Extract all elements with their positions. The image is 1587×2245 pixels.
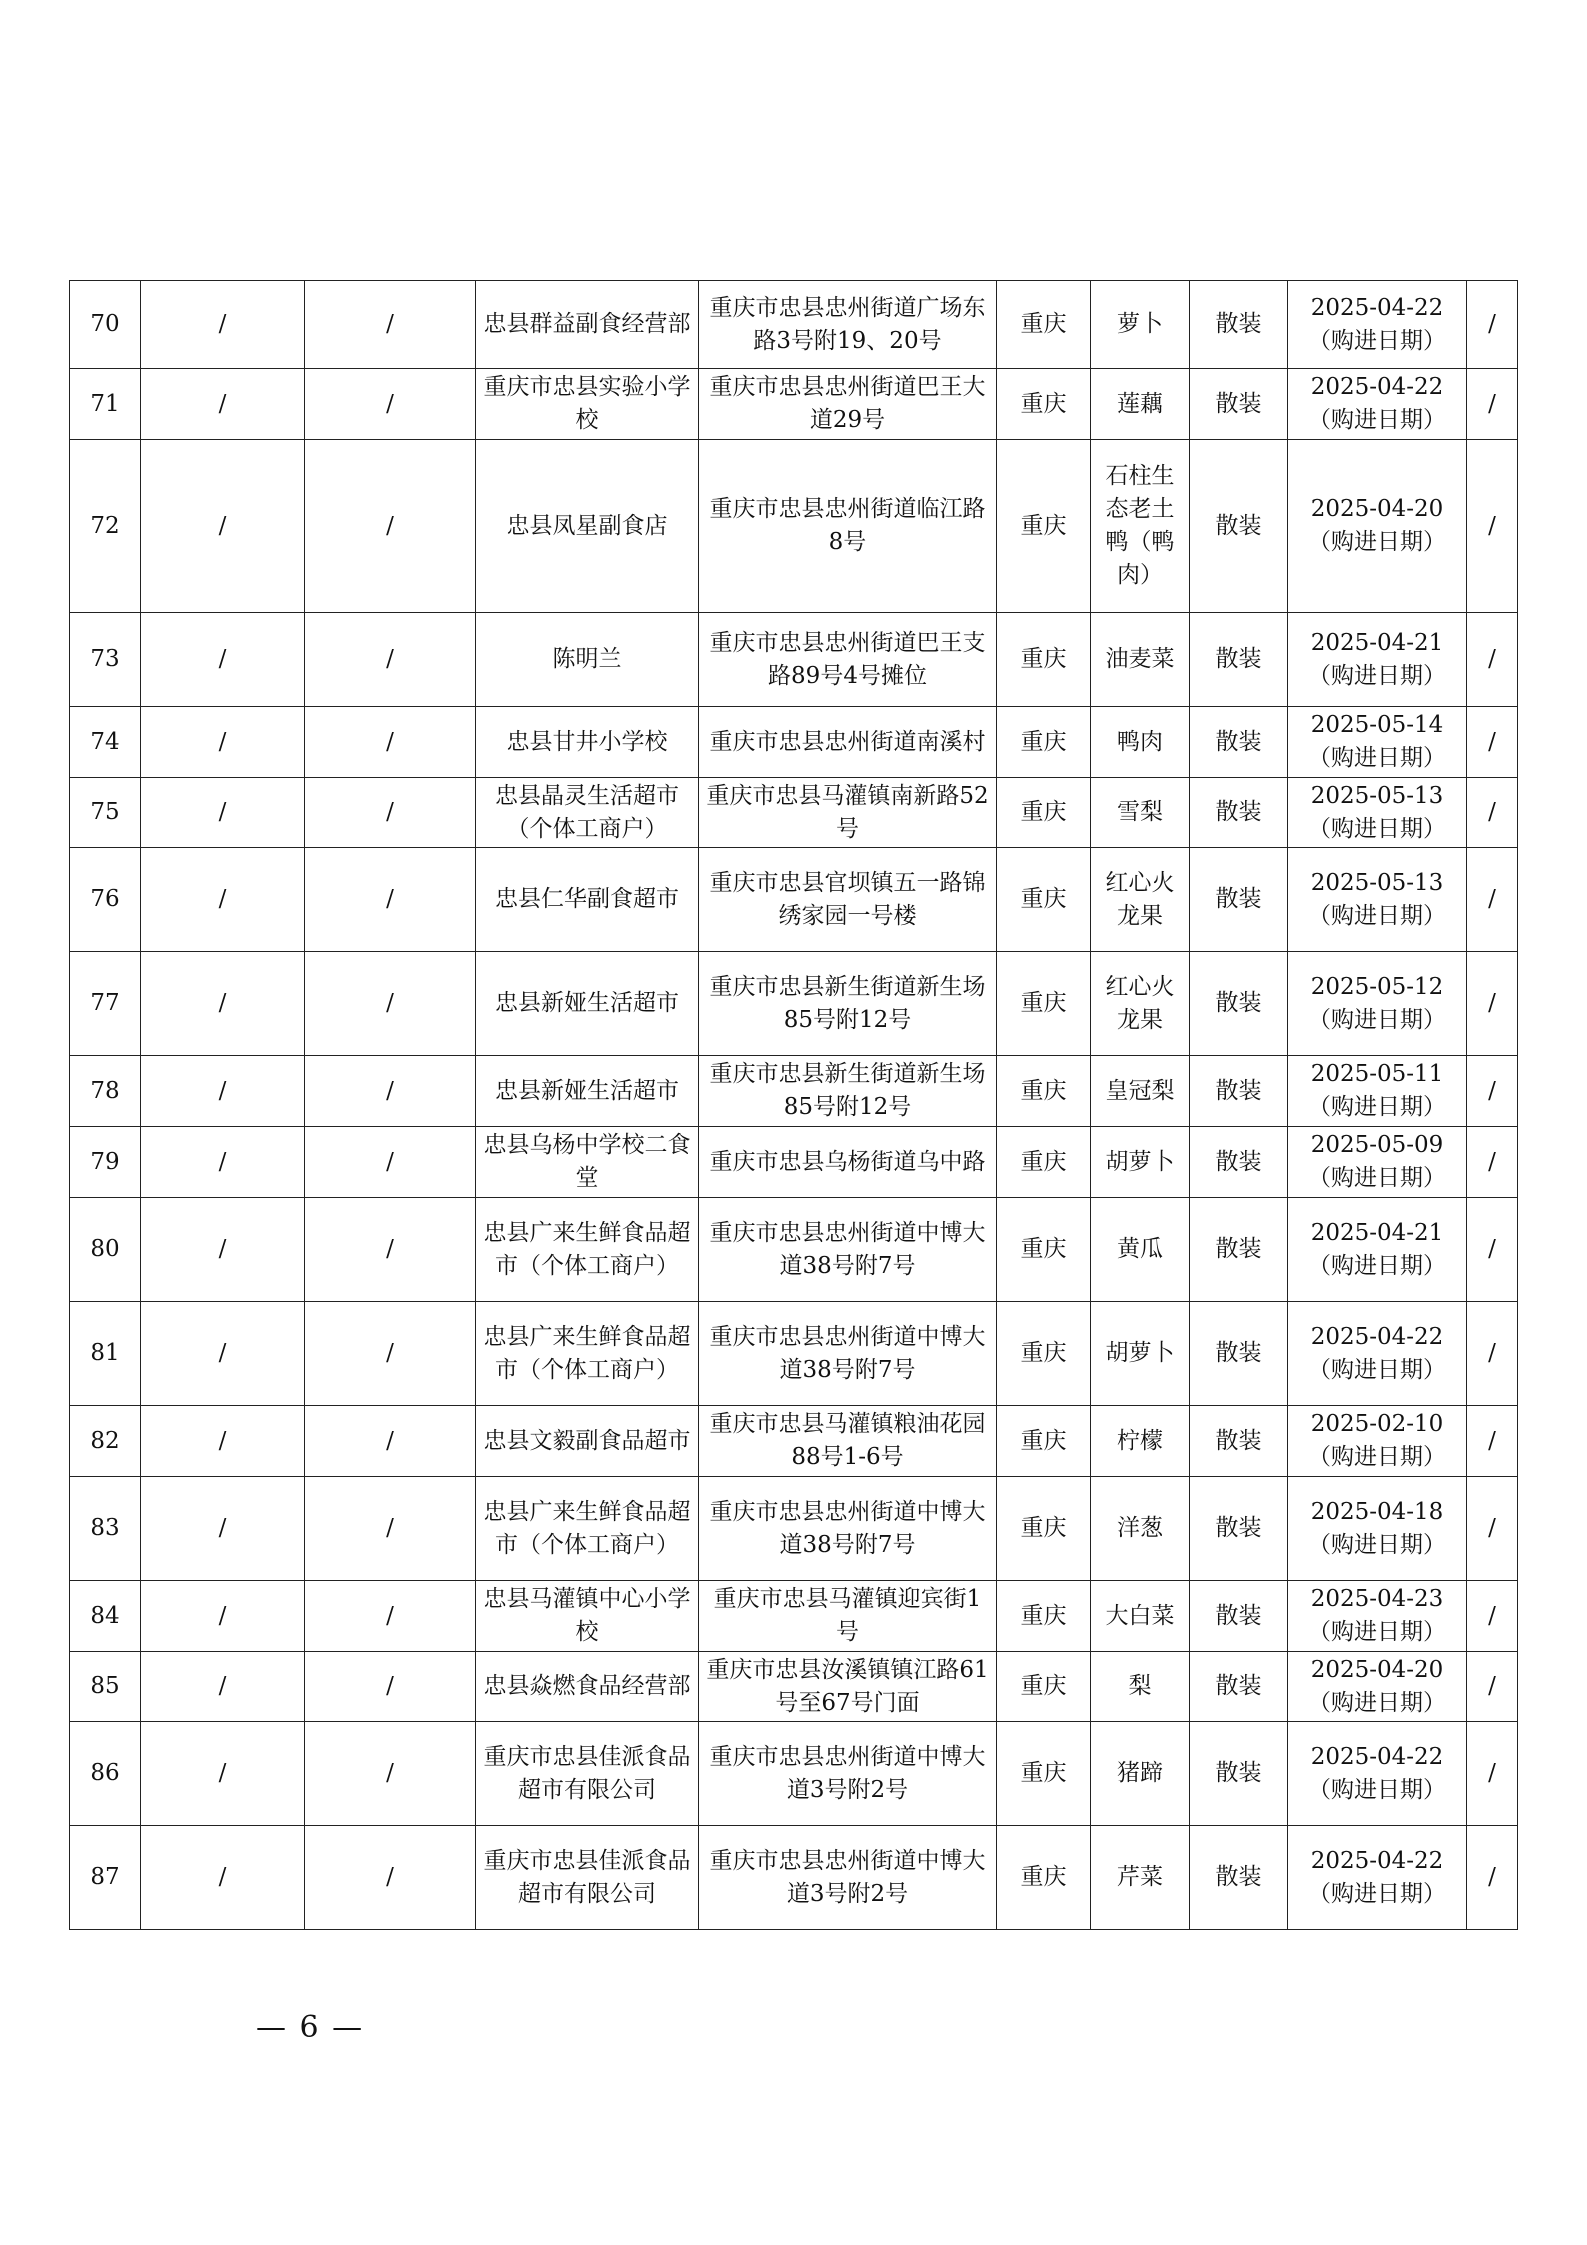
cell-no: 74 [70,707,141,778]
cell-address: 重庆市忠县忠州街道巴王支路89号4号摊位 [699,613,997,707]
cell-blank-2: / [305,1477,476,1581]
cell-spec: 散装 [1190,369,1288,440]
cell-blank-1: / [141,613,305,707]
cell-vendor-name: 忠县群益副食经营部 [476,281,699,369]
cell-spec: 散装 [1190,281,1288,369]
cell-last: / [1467,778,1518,848]
cell-last: / [1467,1302,1518,1406]
cell-blank-2: / [305,952,476,1056]
cell-address: 重庆市忠县忠州街道广场东路3号附19、20号 [699,281,997,369]
cell-region: 重庆 [997,1722,1091,1826]
cell-spec: 散装 [1190,1056,1288,1127]
cell-address: 重庆市忠县忠州街道中博大道3号附2号 [699,1722,997,1826]
cell-sample-name: 梨 [1091,1652,1190,1722]
cell-date: 2025-05-11（购进日期） [1288,1056,1467,1127]
cell-no: 76 [70,848,141,952]
cell-sample-name: 猪蹄 [1091,1722,1190,1826]
cell-address: 重庆市忠县新生街道新生场85号附12号 [699,952,997,1056]
cell-vendor-name: 忠县广来生鲜食品超市（个体工商户） [476,1302,699,1406]
cell-address: 重庆市忠县忠州街道临江路8号 [699,440,997,613]
cell-sample-name: 红心火龙果 [1091,848,1190,952]
inspection-results-table [69,280,1518,1930]
cell-last: / [1467,281,1518,369]
cell-no: 86 [70,1722,141,1826]
table-row [70,440,1518,613]
cell-last: / [1467,1406,1518,1477]
cell-region: 重庆 [997,707,1091,778]
cell-region: 重庆 [997,848,1091,952]
cell-spec: 散装 [1190,1477,1288,1581]
cell-date: 2025-04-23（购进日期） [1288,1581,1467,1652]
cell-region: 重庆 [997,1302,1091,1406]
cell-no: 83 [70,1477,141,1581]
cell-blank-2: / [305,281,476,369]
cell-region: 重庆 [997,440,1091,613]
cell-address: 重庆市忠县乌杨街道乌中路 [699,1127,997,1198]
cell-vendor-name: 忠县新娅生活超市 [476,952,699,1056]
cell-vendor-name: 忠县仁华副食超市 [476,848,699,952]
table-row [70,1406,1518,1477]
cell-vendor-name: 忠县乌杨中学校二食堂 [476,1127,699,1198]
cell-sample-name: 洋葱 [1091,1477,1190,1581]
cell-sample-name: 石柱生态老土鸭（鸭肉） [1091,440,1190,613]
cell-date: 2025-04-20（购进日期） [1288,440,1467,613]
cell-blank-1: / [141,1406,305,1477]
cell-spec: 散装 [1190,613,1288,707]
cell-sample-name: 萝卜 [1091,281,1190,369]
cell-blank-1: / [141,281,305,369]
page-number: — 6 — [256,2010,365,2045]
cell-last: / [1467,1056,1518,1127]
cell-last: / [1467,707,1518,778]
cell-sample-name: 皇冠梨 [1091,1056,1190,1127]
table-row [70,952,1518,1056]
table-row [70,613,1518,707]
table-row [70,1652,1518,1722]
cell-blank-2: / [305,707,476,778]
cell-region: 重庆 [997,1127,1091,1198]
cell-sample-name: 大白菜 [1091,1581,1190,1652]
cell-sample-name: 胡萝卜 [1091,1127,1190,1198]
cell-blank-2: / [305,848,476,952]
cell-no: 72 [70,440,141,613]
table-row [70,778,1518,848]
cell-spec: 散装 [1190,952,1288,1056]
cell-blank-2: / [305,1581,476,1652]
cell-last: / [1467,1581,1518,1652]
cell-date: 2025-04-22（购进日期） [1288,1302,1467,1406]
cell-region: 重庆 [997,1826,1091,1930]
cell-spec: 散装 [1190,1127,1288,1198]
table-row [70,281,1518,369]
table-row [70,848,1518,952]
cell-blank-1: / [141,369,305,440]
cell-region: 重庆 [997,1581,1091,1652]
cell-no: 85 [70,1652,141,1722]
cell-region: 重庆 [997,1477,1091,1581]
cell-blank-2: / [305,1406,476,1477]
cell-blank-1: / [141,1302,305,1406]
cell-date: 2025-04-22（购进日期） [1288,369,1467,440]
cell-address: 重庆市忠县汝溪镇镇江路61号至67号门面 [699,1652,997,1722]
cell-vendor-name: 重庆市忠县实验小学校 [476,369,699,440]
cell-address: 重庆市忠县马灌镇粮油花园88号1-6号 [699,1406,997,1477]
cell-vendor-name: 忠县凤星副食店 [476,440,699,613]
cell-vendor-name: 忠县文毅副食品超市 [476,1406,699,1477]
cell-blank-2: / [305,1652,476,1722]
cell-no: 73 [70,613,141,707]
cell-no: 81 [70,1302,141,1406]
cell-region: 重庆 [997,1198,1091,1302]
cell-date: 2025-04-22（购进日期） [1288,281,1467,369]
cell-no: 84 [70,1581,141,1652]
cell-blank-2: / [305,1826,476,1930]
cell-spec: 散装 [1190,1406,1288,1477]
cell-spec: 散装 [1190,1302,1288,1406]
cell-sample-name: 芹菜 [1091,1826,1190,1930]
cell-address: 重庆市忠县忠州街道巴王大道29号 [699,369,997,440]
cell-blank-2: / [305,1127,476,1198]
cell-date: 2025-05-14（购进日期） [1288,707,1467,778]
cell-no: 75 [70,778,141,848]
cell-no: 79 [70,1127,141,1198]
table-row [70,1826,1518,1930]
cell-region: 重庆 [997,952,1091,1056]
cell-last: / [1467,1826,1518,1930]
cell-blank-1: / [141,1056,305,1127]
cell-sample-name: 雪梨 [1091,778,1190,848]
cell-no: 82 [70,1406,141,1477]
cell-address: 重庆市忠县忠州街道中博大道3号附2号 [699,1826,997,1930]
cell-date: 2025-05-12（购进日期） [1288,952,1467,1056]
cell-date: 2025-05-09（购进日期） [1288,1127,1467,1198]
cell-address: 重庆市忠县忠州街道中博大道38号附7号 [699,1302,997,1406]
table-row [70,707,1518,778]
cell-region: 重庆 [997,369,1091,440]
cell-blank-1: / [141,952,305,1056]
cell-address: 重庆市忠县忠州街道南溪村 [699,707,997,778]
cell-address: 重庆市忠县官坝镇五一路锦绣家园一号楼 [699,848,997,952]
table-row [70,1056,1518,1127]
cell-sample-name: 红心火龙果 [1091,952,1190,1056]
cell-region: 重庆 [997,613,1091,707]
table-row [70,1477,1518,1581]
cell-sample-name: 胡萝卜 [1091,1302,1190,1406]
cell-blank-1: / [141,1127,305,1198]
table-body [70,281,1518,1930]
cell-date: 2025-04-20（购进日期） [1288,1652,1467,1722]
cell-blank-1: / [141,1198,305,1302]
cell-date: 2025-05-13（购进日期） [1288,848,1467,952]
cell-date: 2025-04-18（购进日期） [1288,1477,1467,1581]
cell-no: 87 [70,1826,141,1930]
cell-vendor-name: 重庆市忠县佳派食品超市有限公司 [476,1826,699,1930]
cell-blank-1: / [141,707,305,778]
cell-date: 2025-04-21（购进日期） [1288,1198,1467,1302]
cell-blank-2: / [305,1722,476,1826]
cell-no: 71 [70,369,141,440]
cell-region: 重庆 [997,1406,1091,1477]
cell-date: 2025-04-21（购进日期） [1288,613,1467,707]
cell-vendor-name: 忠县广来生鲜食品超市（个体工商户） [476,1477,699,1581]
cell-blank-2: / [305,613,476,707]
table-row [70,1722,1518,1826]
cell-date: 2025-04-22（购进日期） [1288,1826,1467,1930]
cell-vendor-name: 陈明兰 [476,613,699,707]
table-row [70,369,1518,440]
cell-vendor-name: 忠县甘井小学校 [476,707,699,778]
cell-date: 2025-04-22（购进日期） [1288,1722,1467,1826]
cell-last: / [1467,1477,1518,1581]
cell-date: 2025-05-13（购进日期） [1288,778,1467,848]
cell-last: / [1467,369,1518,440]
cell-spec: 散装 [1190,1722,1288,1826]
cell-last: / [1467,440,1518,613]
cell-blank-1: / [141,848,305,952]
cell-spec: 散装 [1190,1652,1288,1722]
cell-address: 重庆市忠县忠州街道中博大道38号附7号 [699,1198,997,1302]
cell-last: / [1467,952,1518,1056]
cell-last: / [1467,1652,1518,1722]
cell-vendor-name: 忠县焱燃食品经营部 [476,1652,699,1722]
cell-spec: 散装 [1190,1198,1288,1302]
cell-blank-2: / [305,1198,476,1302]
cell-sample-name: 黄瓜 [1091,1198,1190,1302]
cell-spec: 散装 [1190,1581,1288,1652]
cell-spec: 散装 [1190,848,1288,952]
cell-spec: 散装 [1190,440,1288,613]
cell-address: 重庆市忠县马灌镇迎宾街1号 [699,1581,997,1652]
cell-vendor-name: 忠县晶灵生活超市（个体工商户） [476,778,699,848]
cell-blank-1: / [141,1581,305,1652]
cell-blank-1: / [141,778,305,848]
cell-blank-2: / [305,1056,476,1127]
cell-vendor-name: 忠县马灌镇中心小学校 [476,1581,699,1652]
cell-last: / [1467,1722,1518,1826]
cell-address: 重庆市忠县新生街道新生场85号附12号 [699,1056,997,1127]
cell-no: 80 [70,1198,141,1302]
cell-blank-1: / [141,1652,305,1722]
cell-last: / [1467,613,1518,707]
cell-last: / [1467,1198,1518,1302]
cell-spec: 散装 [1190,707,1288,778]
cell-blank-1: / [141,1826,305,1930]
table-row [70,1302,1518,1406]
cell-blank-1: / [141,440,305,613]
cell-vendor-name: 忠县广来生鲜食品超市（个体工商户） [476,1198,699,1302]
cell-last: / [1467,848,1518,952]
cell-spec: 散装 [1190,1826,1288,1930]
cell-region: 重庆 [997,1652,1091,1722]
cell-address: 重庆市忠县忠州街道中博大道38号附7号 [699,1477,997,1581]
cell-blank-2: / [305,1302,476,1406]
cell-date: 2025-02-10（购进日期） [1288,1406,1467,1477]
cell-blank-1: / [141,1477,305,1581]
cell-sample-name: 柠檬 [1091,1406,1190,1477]
cell-sample-name: 油麦菜 [1091,613,1190,707]
cell-vendor-name: 忠县新娅生活超市 [476,1056,699,1127]
cell-blank-2: / [305,778,476,848]
cell-region: 重庆 [997,1056,1091,1127]
cell-last: / [1467,1127,1518,1198]
cell-blank-2: / [305,369,476,440]
cell-spec: 散装 [1190,778,1288,848]
cell-region: 重庆 [997,281,1091,369]
cell-no: 78 [70,1056,141,1127]
cell-vendor-name: 重庆市忠县佳派食品超市有限公司 [476,1722,699,1826]
cell-no: 70 [70,281,141,369]
cell-region: 重庆 [997,778,1091,848]
table-row [70,1581,1518,1652]
cell-sample-name: 鸭肉 [1091,707,1190,778]
table-row [70,1127,1518,1198]
cell-blank-1: / [141,1722,305,1826]
table-row [70,1198,1518,1302]
cell-blank-2: / [305,440,476,613]
cell-no: 77 [70,952,141,1056]
cell-address: 重庆市忠县马灌镇南新路52号 [699,778,997,848]
cell-sample-name: 莲藕 [1091,369,1190,440]
